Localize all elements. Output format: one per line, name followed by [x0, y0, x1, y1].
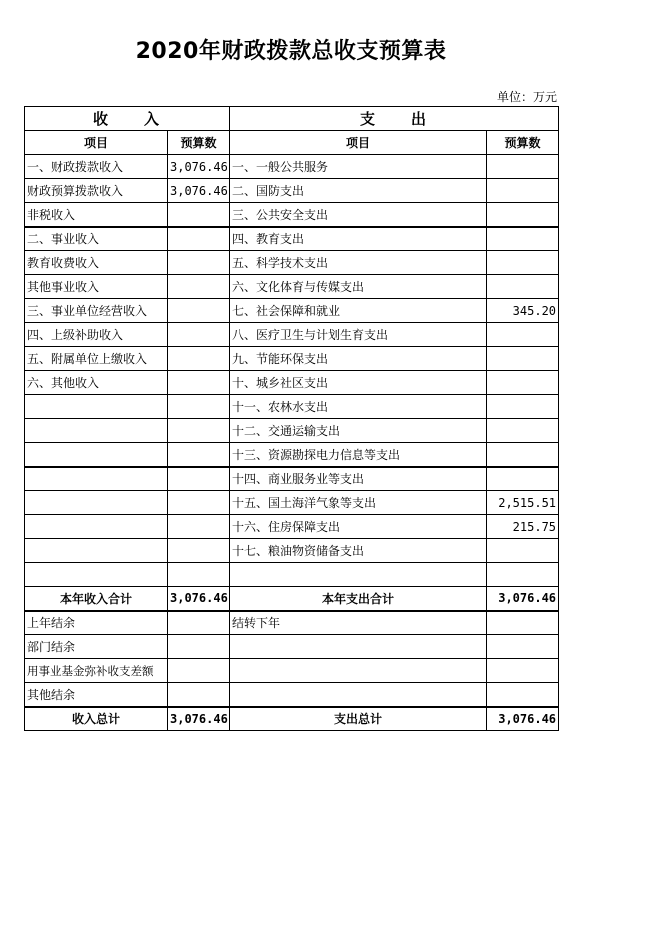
- expense-item: 三、公共安全支出: [230, 203, 487, 227]
- year-income-total-amount: 3,076.46: [168, 587, 230, 611]
- income-amount: [168, 323, 230, 347]
- year-expense-total-label: 本年支出合计: [230, 587, 487, 611]
- expense-header: 支 出: [230, 107, 559, 131]
- expense-amount: [487, 395, 559, 419]
- expense-amount: [487, 275, 559, 299]
- table-row: [25, 683, 559, 707]
- expense-item: 五、科学技术支出: [230, 251, 487, 275]
- table-row: [25, 179, 559, 203]
- grand-expense-total-amount: 3,076.46: [487, 707, 559, 731]
- expense-amount: 2,515.51: [487, 491, 559, 515]
- income-item: 六、其他收入: [25, 371, 168, 395]
- table-row: [25, 323, 559, 347]
- expense-item: [230, 563, 487, 587]
- income-amount: [168, 347, 230, 371]
- income-amount: [168, 683, 230, 707]
- income-item: 三、事业单位经营收入: [25, 299, 168, 323]
- income-amount: [168, 659, 230, 683]
- income-amount: [168, 227, 230, 251]
- income-header: 收 入: [25, 107, 230, 131]
- expense-amount: [487, 443, 559, 467]
- grand-total-row: [25, 707, 559, 731]
- table-row: [25, 275, 559, 299]
- expense-item: 十、城乡社区支出: [230, 371, 487, 395]
- table-row: [25, 419, 559, 443]
- expense-item: 十六、住房保障支出: [230, 515, 487, 539]
- column-header-row: [25, 131, 559, 155]
- year-income-total-label: 本年收入合计: [25, 587, 168, 611]
- table-row: [25, 251, 559, 275]
- income-item: 四、上级补助收入: [25, 323, 168, 347]
- grand-income-total-amount: 3,076.46: [168, 707, 230, 731]
- income-amount: [168, 635, 230, 659]
- income-amount: [168, 611, 230, 635]
- expense-item: [230, 659, 487, 683]
- income-amount: [168, 515, 230, 539]
- table-row: [25, 611, 559, 635]
- expense-amount: [487, 563, 559, 587]
- year-total-row: [25, 587, 559, 611]
- budget-table: [24, 106, 559, 731]
- expense-amount: [487, 155, 559, 179]
- table-row: [25, 371, 559, 395]
- table-row: [25, 227, 559, 251]
- income-item: [25, 539, 168, 563]
- income-amount: [168, 563, 230, 587]
- expense-item: 六、文化体育与传媒支出: [230, 275, 487, 299]
- expense-item: 一、一般公共服务: [230, 155, 487, 179]
- table-row: [25, 395, 559, 419]
- expense-item: 十七、粮油物资储备支出: [230, 539, 487, 563]
- expense-item: 十五、国土海洋气象等支出: [230, 491, 487, 515]
- year-expense-total-amount: 3,076.46: [487, 587, 559, 611]
- table-row: [25, 635, 559, 659]
- expense-amount-header: 预算数: [487, 131, 559, 155]
- income-amount: [168, 491, 230, 515]
- income-amount: [168, 419, 230, 443]
- income-amount: 3,076.46: [168, 155, 230, 179]
- expense-item: 四、教育支出: [230, 227, 487, 251]
- expense-item: 八、医疗卫生与计划生育支出: [230, 323, 487, 347]
- income-item-header: 项目: [25, 131, 168, 155]
- expense-amount: [487, 683, 559, 707]
- table-row: [25, 155, 559, 179]
- income-item: [25, 419, 168, 443]
- table-row: [25, 203, 559, 227]
- income-amount: [168, 395, 230, 419]
- table-row: [25, 467, 559, 491]
- expense-amount: [487, 419, 559, 443]
- income-item: 财政预算拨款收入: [25, 179, 168, 203]
- expense-amount: [487, 203, 559, 227]
- income-item: [25, 491, 168, 515]
- expense-item: 十四、商业服务业等支出: [230, 467, 487, 491]
- expense-item: [230, 635, 487, 659]
- table-row: [25, 539, 559, 563]
- expense-amount: [487, 539, 559, 563]
- income-amount: [168, 467, 230, 491]
- expense-amount: [487, 371, 559, 395]
- grand-income-total-label: 收入总计: [25, 707, 168, 731]
- income-item: 部门结余: [25, 635, 168, 659]
- expense-amount: [487, 611, 559, 635]
- table-row: [25, 491, 559, 515]
- expense-item: 十三、资源勘探电力信息等支出: [230, 443, 487, 467]
- table-row: [25, 347, 559, 371]
- income-amount: [168, 203, 230, 227]
- grand-expense-total-label: 支出总计: [230, 707, 487, 731]
- expense-amount: [487, 179, 559, 203]
- income-item: 其他事业收入: [25, 275, 168, 299]
- income-item: [25, 395, 168, 419]
- income-amount: [168, 275, 230, 299]
- unit-label: 单位：万元: [496, 90, 557, 104]
- expense-item: 十一、农林水支出: [230, 395, 487, 419]
- section-header-row: [25, 107, 559, 131]
- income-amount: [168, 539, 230, 563]
- expense-amount: [487, 347, 559, 371]
- expense-amount: 215.75: [487, 515, 559, 539]
- expense-amount: [487, 251, 559, 275]
- income-amount: [168, 371, 230, 395]
- expense-item: 十二、交通运输支出: [230, 419, 487, 443]
- expense-amount: 345.20: [487, 299, 559, 323]
- page-title: 2020年财政拨款总收支预算表: [135, 39, 447, 64]
- income-item: [25, 467, 168, 491]
- income-item: 五、附属单位上缴收入: [25, 347, 168, 371]
- expense-item: 九、节能环保支出: [230, 347, 487, 371]
- expense-item: 结转下年: [230, 611, 487, 635]
- table-row: [25, 443, 559, 467]
- income-amount: [168, 443, 230, 467]
- income-item: 非税收入: [25, 203, 168, 227]
- table-row: [25, 659, 559, 683]
- income-item: 用事业基金弥补收支差额: [25, 659, 168, 683]
- expense-item: 七、社会保障和就业: [230, 299, 487, 323]
- expense-amount: [487, 467, 559, 491]
- expense-amount: [487, 635, 559, 659]
- income-item: [25, 515, 168, 539]
- expense-item: 二、国防支出: [230, 179, 487, 203]
- expense-amount: [487, 659, 559, 683]
- expense-amount: [487, 227, 559, 251]
- income-amount: [168, 251, 230, 275]
- expense-amount: [487, 323, 559, 347]
- income-amount: 3,076.46: [168, 179, 230, 203]
- income-item: 一、财政拨款收入: [25, 155, 168, 179]
- income-item: [25, 443, 168, 467]
- expense-item-header: 项目: [230, 131, 487, 155]
- income-item: 上年结余: [25, 611, 168, 635]
- expense-item: [230, 683, 487, 707]
- income-item: [25, 563, 168, 587]
- income-item: 二、事业收入: [25, 227, 168, 251]
- table-row: [25, 563, 559, 587]
- income-item: 教育收费收入: [25, 251, 168, 275]
- income-amount-header: 预算数: [168, 131, 230, 155]
- table-row: [25, 515, 559, 539]
- income-item: 其他结余: [25, 683, 168, 707]
- table-row: [25, 299, 559, 323]
- income-amount: [168, 299, 230, 323]
